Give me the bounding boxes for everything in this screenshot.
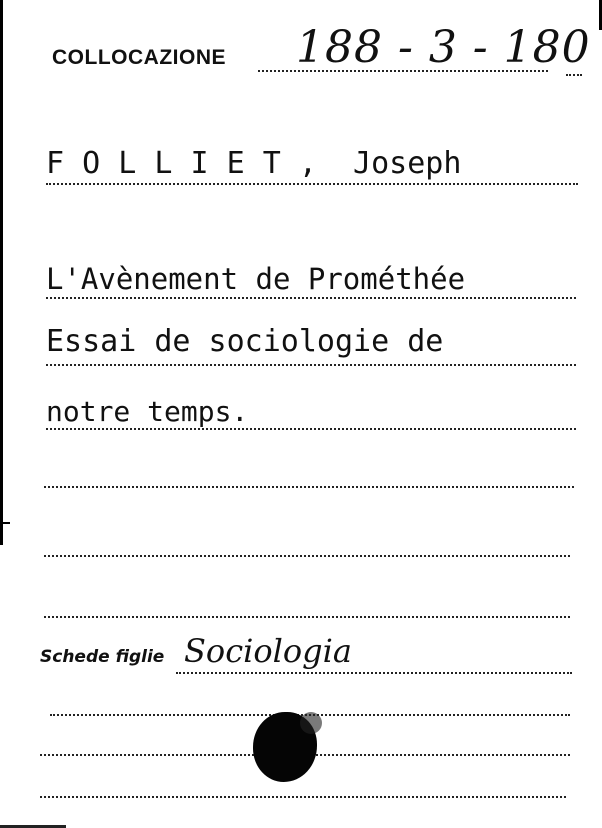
title-line-2-dotted	[46, 364, 576, 366]
collocazione-dotted-line-end	[566, 74, 582, 76]
card-edge-left	[0, 0, 3, 545]
blank-line-2	[44, 555, 570, 557]
collocazione-label: COLLOCAZIONE	[52, 46, 226, 69]
card-edge-tick	[0, 522, 10, 524]
schede-dotted-line	[176, 672, 572, 674]
blank-line-3	[44, 616, 570, 618]
schede-figlie-value: Sociologia	[184, 632, 352, 670]
ink-blot-speckle	[300, 712, 322, 734]
title-line-3: notre temps.	[46, 395, 249, 428]
author-dotted-line	[46, 183, 578, 185]
title-line-1: L'Avènement de Prométhée	[46, 262, 466, 296]
blank-line-6	[40, 796, 566, 798]
title-line-3-dotted	[46, 428, 576, 430]
title-line-2: Essai de sociologie de	[46, 324, 444, 359]
title-line-1-dotted	[46, 297, 576, 299]
schede-figlie-label: Schede figlie	[40, 647, 165, 667]
author-name: F O L L I E T , Joseph	[46, 146, 462, 181]
collocazione-value: 188 - 3 - 180	[296, 22, 591, 73]
blank-line-1	[44, 486, 574, 488]
